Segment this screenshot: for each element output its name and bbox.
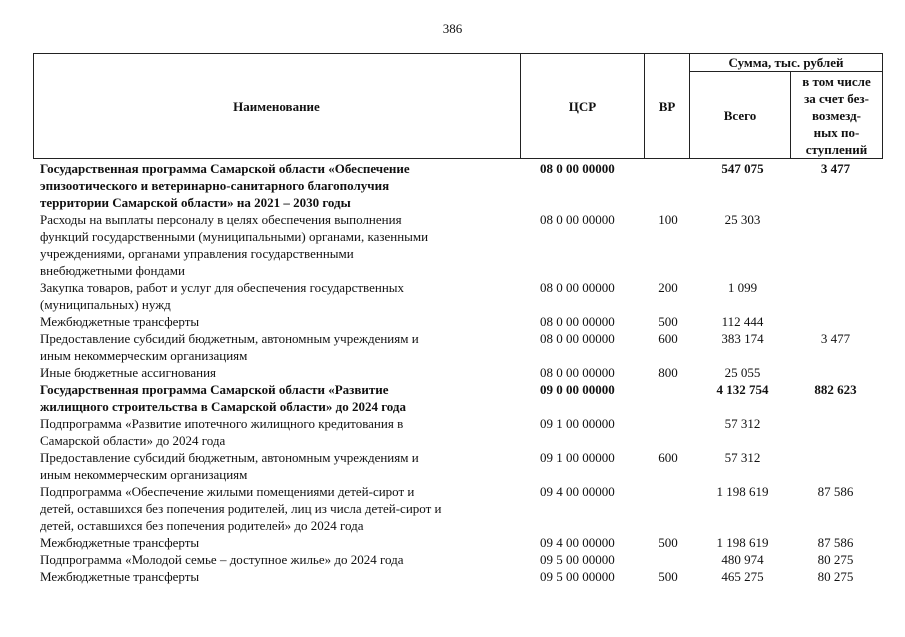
row-free: 882 623 [814, 382, 857, 397]
row-name-line: иным некоммерческим организациям [40, 467, 248, 482]
row-total: 1 198 619 [716, 484, 769, 499]
row-name [40, 381, 510, 415]
row-free: 3 477 [820, 331, 851, 346]
row-name-line: функций государственными (муниципальными) органами, казенными [40, 229, 429, 244]
row-csr: 09 4 00 00000 [540, 484, 615, 499]
header-vr: ВР [658, 98, 676, 114]
row-name-line: Межбюджетные трансферты [40, 314, 200, 329]
row-csr: 09 1 00 00000 [540, 416, 615, 431]
header-total: Всего [723, 107, 757, 123]
row-name-line: Закупка товаров, работ и услуг для обеспечения государственных [40, 280, 405, 295]
row-total: 57 312 [724, 450, 761, 465]
row-csr: 08 0 00 00000 [540, 212, 615, 227]
row-name-line: эпизоотического и ветеринарно-санитарного благополучия [40, 178, 390, 193]
row-total: 465 275 [721, 569, 764, 584]
row-name-line: Межбюджетные трансферты [40, 535, 200, 550]
row-name [40, 160, 510, 211]
row-csr: 09 5 00 00000 [540, 569, 615, 584]
row-total: 1 198 619 [716, 535, 769, 550]
row-csr: 09 5 00 00000 [540, 552, 615, 567]
row-name [40, 551, 510, 568]
row-name-line: Подпрограмма «Обеспечение жилыми помещениями детей-сирот и [40, 484, 415, 499]
row-vr: 100 [658, 212, 678, 227]
row-name-line: детей, оставшихся без попечения родителей, лиц из числа детей-сирот и [40, 501, 442, 516]
row-free: 3 477 [820, 161, 851, 176]
row-name [40, 483, 510, 534]
row-name [40, 364, 510, 381]
row-total: 547 075 [721, 161, 764, 176]
row-csr: 08 0 00 00000 [540, 161, 615, 176]
row-name-line: Иные бюджетные ассигнования [40, 365, 217, 380]
row-name-line: Государственная программа Самарской области «Развитие [40, 382, 389, 397]
row-free: 87 586 [817, 484, 854, 499]
row-name-line: (муниципальных) нужд [40, 297, 171, 312]
row-total: 112 444 [721, 314, 764, 329]
row-vr: 500 [658, 569, 678, 584]
row-free: 87 586 [817, 535, 854, 550]
row-name [40, 534, 510, 551]
page-number: 386 [442, 21, 463, 36]
header-sum-group: Сумма, тыс. рублей [728, 55, 844, 70]
header-border-right [882, 54, 883, 158]
row-name-line: территории Самарской области» на 2021 – 2030 годы [40, 195, 351, 210]
row-free: 80 275 [817, 569, 854, 584]
row-total: 57 312 [724, 416, 761, 431]
row-name [40, 415, 510, 449]
row-name-line: жилищного строительства в Самарской области» до 2024 года [40, 399, 406, 414]
row-csr: 09 0 00 00000 [540, 382, 615, 397]
row-total: 4 132 754 [716, 382, 769, 397]
row-name [40, 449, 510, 483]
row-csr: 08 0 00 00000 [540, 314, 615, 329]
row-name-line: Предоставление субсидий бюджетным, автономным учреждениям и [40, 450, 419, 465]
row-name-line: внебюджетными фондами [40, 263, 185, 278]
header-csr: ЦСР [568, 98, 597, 114]
row-name-line: Расходы на выплаты персоналу в целях обеспечения выполнения [40, 212, 402, 227]
row-free: 80 275 [817, 552, 854, 567]
header-incl-line: ных по- [813, 124, 860, 140]
row-vr: 600 [658, 331, 678, 346]
row-name-line: Предоставление субсидий бюджетным, автономным учреждениям и [40, 331, 419, 346]
header-incl [791, 72, 882, 158]
row-name-line: учреждениями, органами управления государственными [40, 246, 354, 261]
row-name-line: Подпрограмма «Молодой семье – доступное жилье» до 2024 года [40, 552, 404, 567]
row-name-line: Подпрограмма «Развитие ипотечного жилищного кредитования в [40, 416, 404, 431]
row-name [40, 330, 510, 364]
table-header [33, 53, 883, 159]
row-vr: 800 [658, 365, 678, 380]
header-incl-line: в том числе [802, 73, 871, 89]
row-vr: 500 [658, 535, 678, 550]
row-total: 383 174 [721, 331, 764, 346]
row-vr: 500 [658, 314, 678, 329]
row-total: 25 303 [724, 212, 761, 227]
row-total: 1 099 [727, 280, 758, 295]
row-name-line: иным некоммерческим организациям [40, 348, 248, 363]
row-csr: 09 1 00 00000 [540, 450, 615, 465]
row-name-line: Межбюджетные трансферты [40, 569, 200, 584]
row-total: 25 055 [724, 365, 761, 380]
header-incl-line: возмезд- [812, 107, 861, 123]
row-name-line: Самарской области» до 2024 года [40, 433, 226, 448]
row-csr: 08 0 00 00000 [540, 280, 615, 295]
row-csr: 08 0 00 00000 [540, 331, 615, 346]
row-total: 480 974 [721, 552, 764, 567]
row-vr: 600 [658, 450, 678, 465]
row-name [40, 211, 510, 279]
header-incl-line: ступлений [805, 141, 868, 157]
row-name [40, 279, 510, 313]
row-csr: 09 4 00 00000 [540, 535, 615, 550]
row-name-line: Государственная программа Самарской области «Обеспечение [40, 161, 410, 176]
row-vr: 200 [658, 280, 678, 295]
row-name [40, 313, 510, 330]
header-name: Наименование [233, 98, 320, 114]
header-incl-line: за счет без- [804, 90, 869, 106]
row-name [40, 568, 510, 585]
row-csr: 08 0 00 00000 [540, 365, 615, 380]
row-name-line: детей, оставшихся без попечения родителей» до 2024 года [40, 518, 364, 533]
